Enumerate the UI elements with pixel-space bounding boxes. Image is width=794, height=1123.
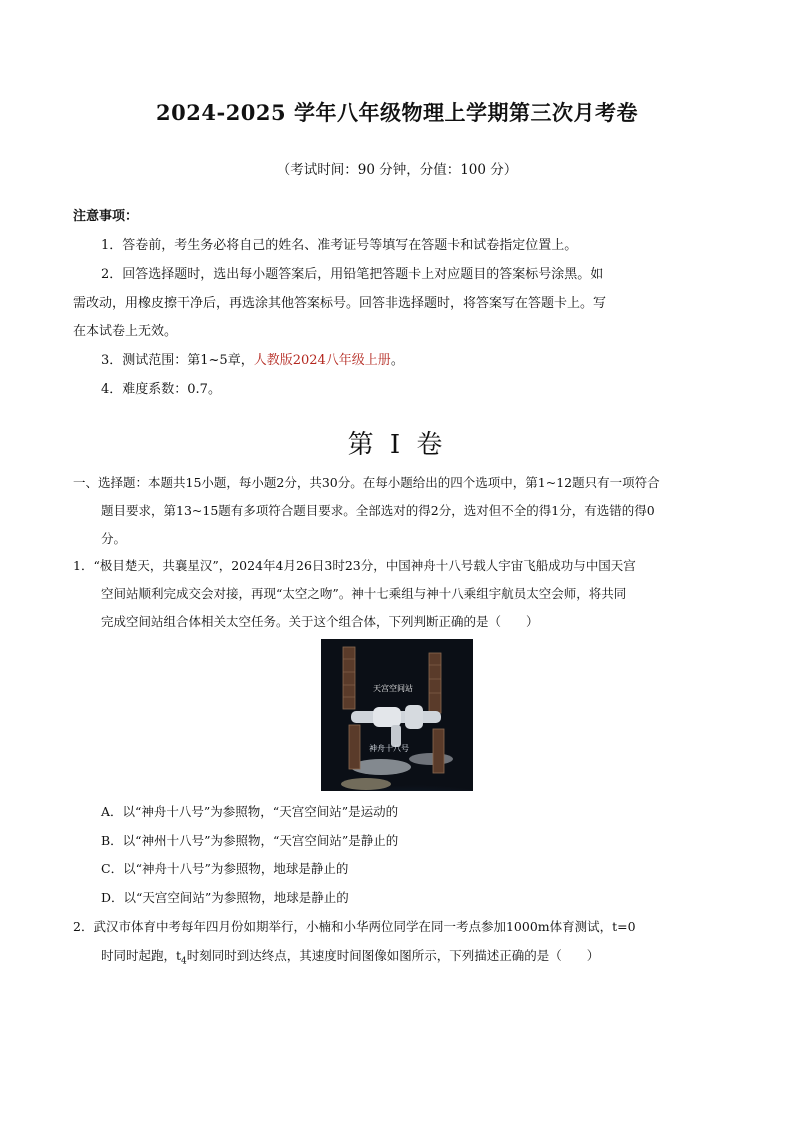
page-title: 2024-2025 学年八年级物理上学期第三次月考卷 bbox=[156, 100, 638, 125]
photo-label-spacecraft: 神舟十八号 bbox=[369, 744, 409, 753]
q1-option-c: C．以“神舟十八号”为参照物，地球是静止的 bbox=[101, 861, 349, 876]
notice-item-3-suffix: 。 bbox=[390, 353, 404, 368]
notice-item-3-prefix: 3．测试范围：第1~5章， bbox=[101, 353, 254, 368]
notice-item-2-line-1: 2．回答选择题时，选出每小题答案后，用铅笔把答题卡上对应题目的答案标号涂黑。如 bbox=[101, 267, 604, 282]
part1-instructions-line-2: 题目要求，第13~15题有多项符合题目要求。全部选对的得2分，选对但不全的得1分，有选错的得0 bbox=[101, 503, 655, 518]
q1-stem-line-2: 空间站顺利完成交会对接，再现“太空之吻”。神十七乘组与神十八乘组宇航员太空会师，将共同 bbox=[101, 586, 627, 601]
notice-item-3 bbox=[101, 349, 404, 368]
q1-option-d: D．以“天宫空间站”为参照物，地球是静止的 bbox=[101, 890, 349, 905]
q1-stem-line-1: 1．“极目楚天，共襄星汉”，2024年4月26日3时23分，中国神舟十八号载人宇宙飞船成功与中国天宫 bbox=[73, 558, 636, 573]
q1-stem-line-3: 完成空间站组合体相关太空任务。关于这个组合体，下列判断正确的是（ ） bbox=[101, 614, 539, 629]
part1-instructions-line-1: 一、选择题：本题共15小题，每小题2分，共30分。在每小题给出的四个选项中，第1~12题只有一项符合 bbox=[73, 475, 660, 490]
notice-heading: 注意事项： bbox=[73, 209, 139, 224]
notice-item-4: 4．难度系数：0.7。 bbox=[101, 382, 221, 397]
notice-item-2-line-2: 需改动，用橡皮擦干净后，再选涂其他答案标号。回答非选择题时，将答案写在答题卡上。写 bbox=[73, 296, 607, 311]
exam-info: （考试时间：90 分钟，分值：100 分） bbox=[276, 162, 518, 178]
q1-option-a: A．以“神舟十八号”为参照物，“天宫空间站”是运动的 bbox=[101, 804, 399, 819]
q2-stem-line-2 bbox=[101, 946, 599, 967]
q2-stem-line-2-start: 时同时起跑，t bbox=[101, 948, 182, 963]
notice-item-1: 1．答卷前，考生务必将自己的姓名、准考证号等填写在答题卡和试卷指定位置上。 bbox=[101, 238, 578, 253]
part1-instructions-line-3: 分。 bbox=[101, 531, 127, 546]
photo-label-station: 天宫空间站 bbox=[373, 684, 413, 693]
q2-subscript: 4 bbox=[181, 956, 187, 967]
q2-stem-line-2-end: 时刻同时到达终点，其速度时间图像如图所示，下列描述正确的是（ ） bbox=[186, 948, 600, 963]
notice-item-2-line-3: 在本试卷上无效。 bbox=[73, 324, 178, 339]
q1-option-b: B．以“神州十八号”为参照物，“天宫空间站”是静止的 bbox=[101, 833, 399, 848]
textbook-edition: 人教版2024八年级上册 bbox=[253, 353, 391, 368]
space-station-photo bbox=[321, 639, 473, 791]
section-title: 第 I 卷 bbox=[347, 430, 447, 460]
q2-stem-line-1: 2．武汉市体育中考每年四月份如期举行，小楠和小华两位同学在同一考点参加1000m体育测试，t=0 bbox=[73, 919, 636, 934]
